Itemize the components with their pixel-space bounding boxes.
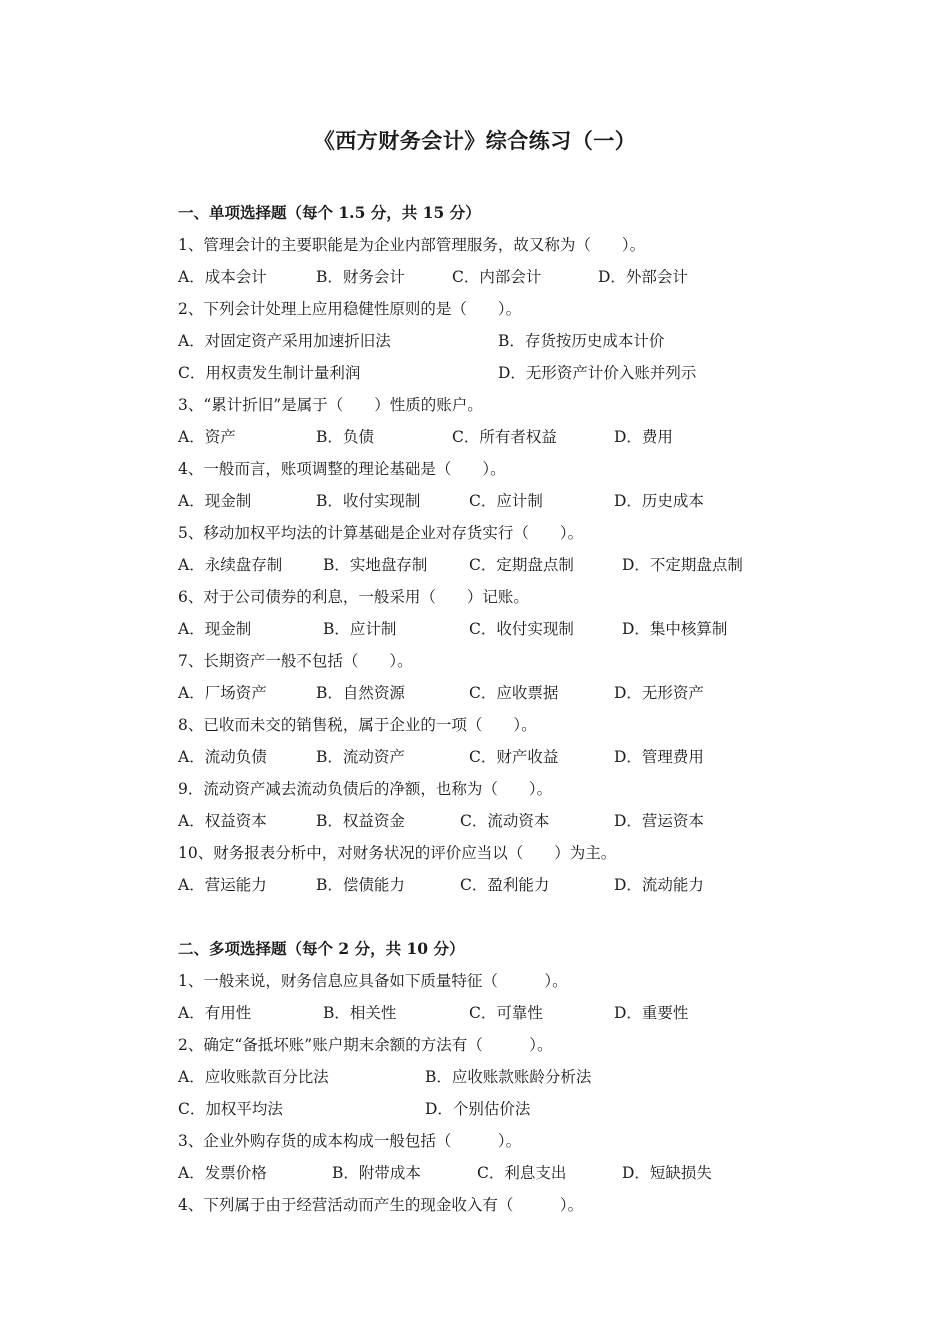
s1-question-8: 8、已收而未交的销售税，属于企业的一项（ ）。 [178, 716, 537, 734]
s2-question-2-option-d: D．个别估价法 [425, 1100, 531, 1118]
s1-question-2-option-b: B．存货按历史成本计价 [498, 332, 665, 350]
s2-question-4: 4、下列属于由于经营活动而产生的现金收入有（ ）。 [178, 1196, 584, 1214]
s1-question-10-option-b: B．偿债能力 [316, 876, 405, 894]
s1-question-4-option-d: D．历史成本 [614, 492, 704, 510]
s1-question-1-option-c: C．内部会计 [452, 268, 542, 286]
page-title: 《西方财务会计》综合练习（一） [313, 128, 637, 153]
section-heading-multiple-choice: 二、多项选择题（每个 2 分，共 10 分） [178, 939, 465, 958]
s1-question-9-option-c: C．流动资本 [460, 812, 550, 830]
s1-question-6-option-b: B．应计制 [323, 620, 397, 638]
s2-question-3-option-d: D．短缺损失 [622, 1164, 712, 1182]
s1-question-9-option-a: A．权益资本 [178, 812, 267, 830]
s1-question-10-option-d: D．流动能力 [614, 876, 704, 894]
s2-question-2-option-b: B．应收账款账龄分析法 [425, 1068, 592, 1086]
section-heading-single-choice: 一、单项选择题（每个 1.5 分，共 15 分） [178, 203, 481, 222]
s1-question-7: 7、长期资产一般不包括（ ）。 [178, 652, 413, 670]
s1-question-3-option-a: A．资产 [178, 428, 236, 446]
s1-question-5-option-c: C．定期盘点制 [469, 556, 574, 574]
s2-question-1-option-d: D．重要性 [614, 1004, 689, 1022]
s1-question-3-option-b: B．负债 [316, 428, 374, 446]
s1-question-4-option-c: C．应计制 [469, 492, 543, 510]
s1-question-1-option-d: D．外部会计 [598, 268, 688, 286]
s1-question-4: 4、一般而言，账项调整的理论基础是（ ）。 [178, 460, 506, 478]
s1-question-7-option-c: C．应收票据 [469, 684, 559, 702]
s2-question-3-option-c: C．利息支出 [477, 1164, 567, 1182]
s2-question-3-option-a: A．发票价格 [178, 1164, 267, 1182]
s1-question-1-option-a: A．成本会计 [178, 268, 267, 286]
s1-question-10-option-c: C．盈利能力 [460, 876, 550, 894]
s2-question-1: 1、一般来说，财务信息应具备如下质量特征（ ）。 [178, 972, 568, 990]
s1-question-6-option-c: C．收付实现制 [469, 620, 574, 638]
s1-question-8-option-c: C．财产收益 [469, 748, 559, 766]
s1-question-6-option-a: A．现金制 [178, 620, 252, 638]
s1-question-10-option-a: A．营运能力 [178, 876, 267, 894]
s1-question-8-option-d: D．管理费用 [614, 748, 704, 766]
s1-question-5: 5、移动加权平均法的计算基础是企业对存货实行（ ）。 [178, 524, 584, 542]
s1-question-3-option-d: D．费用 [614, 428, 673, 446]
s1-question-1-option-b: B．财务会计 [316, 268, 405, 286]
s2-question-3: 3、企业外购存货的成本构成一般包括（ ）。 [178, 1132, 522, 1150]
s1-question-7-option-a: A．厂场资产 [178, 684, 267, 702]
s1-question-9-option-d: D．营运资本 [614, 812, 704, 830]
s1-question-1: 1、管理会计的主要职能是为企业内部管理服务，故又称为（ ）。 [178, 236, 646, 254]
s1-question-4-option-b: B．收付实现制 [316, 492, 421, 510]
s2-question-2-option-c: C．加权平均法 [178, 1100, 283, 1118]
s1-question-7-option-d: D．无形资产 [614, 684, 704, 702]
s1-question-6: 6、对于公司债券的利息，一般采用（ ）记账。 [178, 588, 529, 606]
s1-question-8-option-a: A．流动负债 [178, 748, 267, 766]
s1-question-7-option-b: B．自然资源 [316, 684, 405, 702]
s1-question-3-option-c: C．所有者权益 [452, 428, 557, 446]
s1-question-5-option-d: D．不定期盘点制 [622, 556, 743, 574]
s2-question-1-option-c: C．可靠性 [469, 1004, 543, 1022]
s1-question-9-option-b: B．权益资金 [316, 812, 405, 830]
s1-question-5-option-b: B．实地盘存制 [323, 556, 428, 574]
s2-question-1-option-a: A．有用性 [178, 1004, 252, 1022]
s2-question-2: 2、确定“备抵坏账”账户期末余额的方法有（ ）。 [178, 1036, 553, 1054]
s1-question-9: 9．流动资产减去流动负债后的净额，也称为（ ）。 [178, 780, 553, 798]
s1-question-2-option-c: C．用权责发生制计量利润 [178, 364, 361, 382]
s2-question-2-option-a: A．应收账款百分比法 [178, 1068, 329, 1086]
s1-question-3: 3、“累计折旧”是属于（ ）性质的账户。 [178, 396, 483, 414]
s2-question-3-option-b: B．附带成本 [332, 1164, 421, 1182]
s2-question-1-option-b: B．相关性 [323, 1004, 397, 1022]
s1-question-5-option-a: A．永续盘存制 [178, 556, 283, 574]
s1-question-6-option-d: D．集中核算制 [622, 620, 728, 638]
s1-question-2: 2、下列会计处理上应用稳健性原则的是（ ）。 [178, 300, 522, 318]
s1-question-10: 10、财务报表分析中，对财务状况的评价应当以（ ）为主。 [178, 844, 617, 862]
s1-question-4-option-a: A．现金制 [178, 492, 252, 510]
s1-question-8-option-b: B．流动资产 [316, 748, 405, 766]
s1-question-2-option-a: A．对固定资产采用加速折旧法 [178, 332, 391, 350]
s1-question-2-option-d: D．无形资产计价入账并列示 [498, 364, 697, 382]
